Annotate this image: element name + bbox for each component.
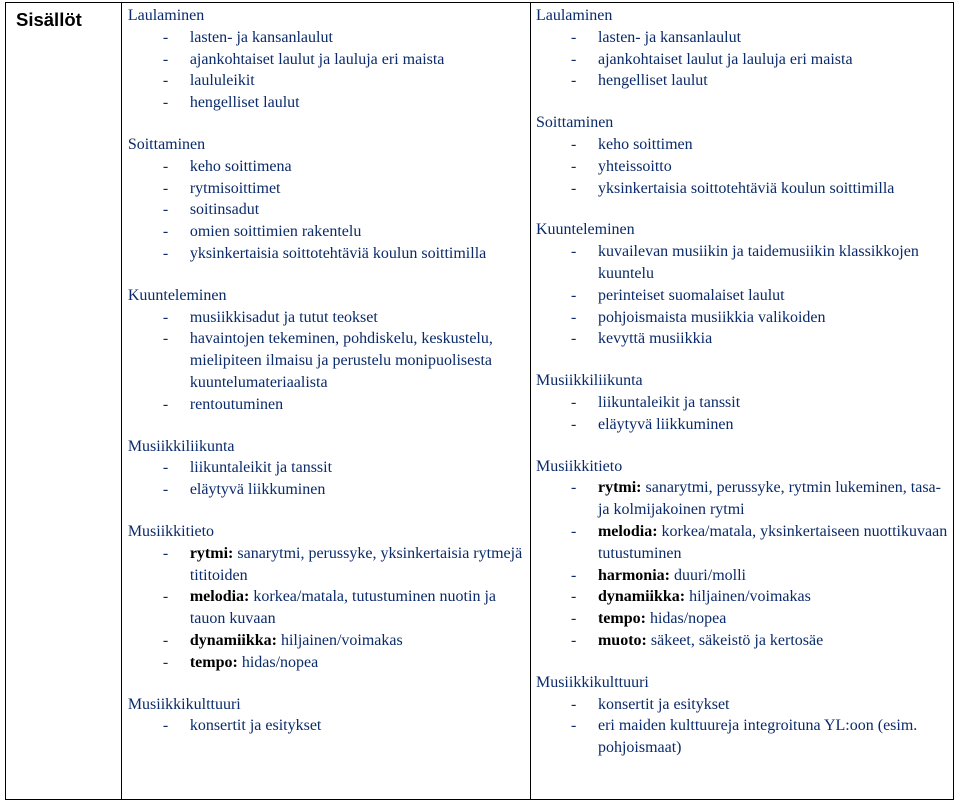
item-text: hiljainen/voimakas bbox=[280, 631, 403, 649]
list-item bbox=[536, 392, 953, 414]
content-section bbox=[536, 5, 953, 92]
item-term: muoto: bbox=[597, 631, 647, 649]
list-item bbox=[536, 715, 953, 759]
item-text: rytmisoittimet bbox=[189, 179, 281, 197]
list-item bbox=[536, 521, 953, 565]
bullet-dash: - bbox=[162, 395, 169, 413]
column-1 bbox=[122, 3, 530, 737]
content-section bbox=[128, 285, 530, 416]
bullet-dash: - bbox=[570, 566, 577, 584]
list-item bbox=[128, 178, 530, 200]
section-heading: Musiikkitieto bbox=[535, 457, 623, 475]
section-heading: Kuunteleminen bbox=[127, 286, 227, 304]
item-term: dynamiikka: bbox=[189, 631, 277, 649]
bullet-dash: - bbox=[162, 28, 169, 46]
list-item bbox=[128, 652, 530, 674]
bullet-dash: - bbox=[570, 286, 577, 304]
column-cell-2 bbox=[530, 3, 953, 800]
section-heading: Laulaminen bbox=[535, 7, 613, 24]
column-2 bbox=[531, 3, 953, 759]
item-text: konsertit ja esitykset bbox=[189, 717, 322, 735]
item-text: lasten- ja kansanlaulut bbox=[189, 28, 333, 46]
list-item bbox=[128, 199, 530, 221]
bullet-dash: - bbox=[570, 28, 577, 46]
list-item bbox=[536, 586, 953, 608]
item-text: hengelliset laulut bbox=[189, 94, 300, 112]
item-text: omien soittimien rakentelu bbox=[189, 223, 362, 241]
item-text: keho soittimena bbox=[189, 157, 292, 175]
list-item bbox=[128, 70, 530, 92]
list-item bbox=[536, 565, 953, 587]
bullet-dash: - bbox=[162, 653, 169, 671]
section-heading: Laulaminen bbox=[127, 7, 205, 24]
item-text: korkea/matala, yksinkertaiseen nuottikuvaan tutustuminen bbox=[597, 522, 948, 562]
list-item bbox=[536, 178, 953, 200]
item-text: hidas/nopea bbox=[649, 610, 727, 628]
item-text: duuri/molli bbox=[673, 566, 746, 584]
list-item bbox=[128, 307, 530, 329]
item-text: yksinkertaisia soittotehtäviä koulun soittimilla bbox=[189, 244, 487, 262]
row-label: Sisällöt bbox=[16, 9, 82, 30]
item-text: ajankohtaiset laulut ja lauluja eri maista bbox=[189, 50, 445, 68]
column-cell-1 bbox=[121, 3, 530, 800]
item-text: soitinsadut bbox=[189, 201, 260, 219]
item-list bbox=[536, 694, 953, 759]
content-section bbox=[128, 694, 530, 738]
section-heading: Musiikkiliikunta bbox=[535, 372, 643, 390]
item-text: yksinkertaisia soittotehtäviä koulun soittimilla bbox=[597, 179, 895, 197]
list-item bbox=[536, 27, 953, 49]
content-section bbox=[536, 112, 953, 199]
item-term: rytmi: bbox=[189, 544, 234, 562]
item-text: hidas/nopea bbox=[241, 653, 319, 671]
bullet-dash: - bbox=[162, 50, 169, 68]
section-heading: Soittaminen bbox=[535, 114, 614, 132]
list-item bbox=[536, 414, 953, 436]
item-text: sanarytmi, perussyke, yksinkertaisia rytmejä tititoiden bbox=[189, 544, 523, 584]
item-term: melodia: bbox=[597, 522, 658, 540]
list-item bbox=[128, 715, 530, 737]
list-item bbox=[536, 70, 953, 92]
bullet-dash: - bbox=[162, 223, 169, 241]
item-term: melodia: bbox=[189, 588, 250, 606]
list-item bbox=[128, 394, 530, 416]
list-item bbox=[128, 49, 530, 71]
item-term: rytmi: bbox=[597, 479, 642, 497]
bullet-dash: - bbox=[570, 588, 577, 606]
bullet-dash: - bbox=[162, 631, 169, 649]
bullet-dash: - bbox=[570, 179, 577, 197]
bullet-dash: - bbox=[162, 157, 169, 175]
item-list bbox=[536, 392, 953, 436]
bullet-dash: - bbox=[570, 631, 577, 649]
item-text: keho soittimen bbox=[597, 135, 693, 153]
bullet-dash: - bbox=[570, 308, 577, 326]
item-text: hengelliset laulut bbox=[597, 72, 708, 90]
list-item bbox=[536, 285, 953, 307]
list-item bbox=[128, 27, 530, 49]
list-item bbox=[128, 457, 530, 479]
item-text: säkeet, säkeistö ja kertosäe bbox=[650, 631, 824, 649]
list-item bbox=[128, 221, 530, 243]
item-text: liikuntaleikit ja tanssit bbox=[189, 459, 333, 477]
section-heading: Musiikkikulttuuri bbox=[127, 695, 241, 713]
item-text: korkea/matala, tutustuminen nuotin ja tauon kuvaan bbox=[189, 588, 496, 628]
item-text: kevyttä musiikkia bbox=[597, 330, 713, 348]
section-heading: Musiikkiliikunta bbox=[127, 437, 235, 455]
bullet-dash: - bbox=[162, 481, 169, 499]
bullet-dash: - bbox=[570, 135, 577, 153]
bullet-dash: - bbox=[570, 157, 577, 175]
content-section bbox=[536, 456, 953, 652]
list-item bbox=[128, 543, 530, 587]
bullet-dash: - bbox=[162, 201, 169, 219]
item-term: dynamiikka: bbox=[597, 588, 686, 606]
item-term: tempo: bbox=[597, 610, 646, 628]
item-text: yhteissoitto bbox=[597, 157, 672, 175]
list-item bbox=[536, 608, 953, 630]
bullet-dash: - bbox=[162, 330, 169, 348]
bullet-dash: - bbox=[162, 459, 169, 477]
bullet-dash: - bbox=[162, 179, 169, 197]
content-section bbox=[536, 370, 953, 435]
item-list bbox=[536, 477, 953, 651]
item-text: musiikkisadut ja tutut teokset bbox=[189, 308, 378, 326]
content-section bbox=[128, 5, 530, 114]
section-heading: Musiikkitieto bbox=[127, 522, 215, 540]
content-section bbox=[128, 436, 530, 501]
bullet-dash: - bbox=[162, 244, 169, 262]
item-list bbox=[128, 27, 530, 114]
item-text: lasten- ja kansanlaulut bbox=[597, 28, 742, 46]
item-list bbox=[536, 27, 953, 92]
list-item bbox=[128, 586, 530, 630]
item-term: tempo: bbox=[189, 653, 238, 671]
bullet-dash: - bbox=[570, 479, 577, 497]
list-item bbox=[536, 49, 953, 71]
list-item bbox=[536, 630, 953, 652]
item-text: sanarytmi, perussyke, rytmin lukeminen, tasa- ja kolmijakoinen rytmi bbox=[597, 479, 941, 519]
section-heading: Musiikkikulttuuri bbox=[535, 673, 649, 691]
content-section bbox=[536, 219, 953, 350]
bullet-dash: - bbox=[570, 415, 577, 433]
list-item bbox=[128, 92, 530, 114]
bullet-dash: - bbox=[162, 717, 169, 735]
bullet-dash: - bbox=[162, 72, 169, 90]
list-item bbox=[536, 477, 953, 521]
bullet-dash: - bbox=[570, 50, 577, 68]
item-text: eläytyvä liikkuminen bbox=[597, 415, 734, 433]
item-term: harmonia: bbox=[597, 566, 670, 584]
bullet-dash: - bbox=[570, 330, 577, 348]
bullet-dash: - bbox=[570, 393, 577, 411]
item-text: pohjoismaista musiikkia valikoiden bbox=[597, 308, 826, 326]
bullet-dash: - bbox=[570, 243, 577, 261]
bullet-dash: - bbox=[162, 588, 169, 606]
content-table bbox=[5, 2, 954, 800]
row-label-cell bbox=[6, 3, 122, 800]
item-text: hiljainen/voimakas bbox=[689, 588, 811, 606]
list-item bbox=[536, 241, 953, 285]
item-text: liikuntaleikit ja tanssit bbox=[597, 393, 741, 411]
bullet-dash: - bbox=[570, 522, 577, 540]
list-item bbox=[536, 694, 953, 716]
section-heading: Soittaminen bbox=[127, 135, 206, 153]
item-text: havaintojen tekeminen, pohdiskelu, keskustelu, mielipiteen ilmaisu ja perustelu monipuolisesta kuuntelumateriaalista bbox=[189, 330, 493, 391]
content-section bbox=[536, 672, 953, 759]
item-text: perinteiset suomalaiset laulut bbox=[597, 286, 785, 304]
list-item bbox=[536, 134, 953, 156]
section-heading: Kuunteleminen bbox=[535, 221, 635, 239]
bullet-dash: - bbox=[162, 544, 169, 562]
list-item bbox=[128, 479, 530, 501]
bullet-dash: - bbox=[570, 717, 577, 735]
item-text: konsertit ja esitykset bbox=[597, 695, 730, 713]
item-list bbox=[128, 156, 530, 265]
list-item bbox=[536, 307, 953, 329]
item-list bbox=[128, 457, 530, 501]
list-item bbox=[128, 243, 530, 265]
bullet-dash: - bbox=[570, 72, 577, 90]
list-item bbox=[128, 156, 530, 178]
item-list bbox=[128, 307, 530, 416]
bullet-dash: - bbox=[570, 695, 577, 713]
item-text: eläytyvä liikkuminen bbox=[189, 481, 326, 499]
item-text: rentoutuminen bbox=[189, 395, 284, 413]
item-text: laululeikit bbox=[189, 72, 255, 90]
list-item bbox=[128, 630, 530, 652]
item-text: kuvailevan musiikin ja taidemusiikin klassikkojen kuuntelu bbox=[597, 243, 919, 282]
table-row bbox=[6, 3, 954, 800]
bullet-dash: - bbox=[162, 308, 169, 326]
bullet-dash: - bbox=[162, 94, 169, 112]
item-list bbox=[536, 134, 953, 199]
item-text: eri maiden kulttuureja integroituna YL:oon (esim. pohjoismaat) bbox=[597, 717, 918, 757]
item-list bbox=[128, 543, 530, 674]
item-text: ajankohtaiset laulut ja lauluja eri maista bbox=[597, 50, 853, 68]
item-list bbox=[128, 715, 530, 737]
content-section bbox=[128, 521, 530, 674]
bullet-dash: - bbox=[570, 610, 577, 628]
content-section bbox=[128, 134, 530, 265]
item-list bbox=[536, 241, 953, 350]
list-item bbox=[536, 328, 953, 350]
list-item bbox=[536, 156, 953, 178]
list-item bbox=[128, 328, 530, 393]
